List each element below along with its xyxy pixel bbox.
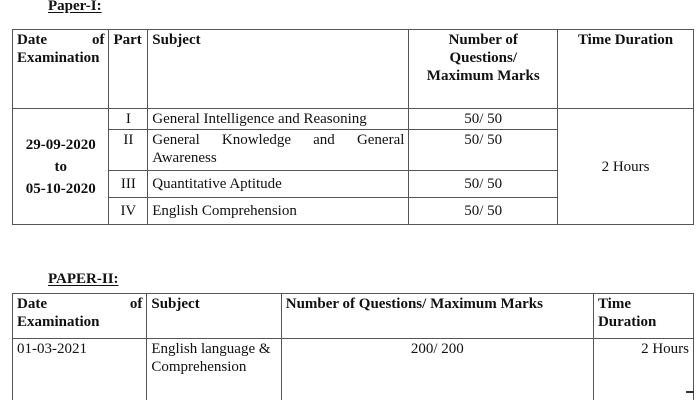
number-header: Number of Questions/ Maximum Marks: [281, 294, 593, 339]
time-header: Time Duration: [558, 30, 694, 109]
date-header: [13, 30, 109, 109]
date-header-right: of: [129, 296, 143, 312]
marks-cell: 50/ 50: [409, 171, 558, 198]
paper-2-table: [12, 293, 694, 400]
date-header-left: Date: [17, 296, 47, 312]
table-row: [13, 339, 694, 400]
table-row: [13, 109, 694, 130]
subject-cell: English Comprehension: [148, 198, 409, 225]
table-header-row: [13, 30, 694, 109]
subject-cell: English language & Comprehension: [147, 339, 281, 400]
paper-1-table: [12, 29, 694, 225]
part-cell: I: [109, 109, 148, 130]
subject-header: Subject: [147, 294, 281, 339]
number-header: Number of Questions/ Maximum Marks: [409, 30, 558, 109]
marks-cell: 200/ 200: [281, 339, 593, 400]
time-cell: 2 Hours: [558, 109, 694, 225]
date-header-left: Date: [17, 32, 47, 48]
subject-cell: Quantitative Aptitude: [148, 171, 409, 198]
stray-mark: [686, 391, 694, 393]
date-range-cell: [13, 109, 109, 225]
marks-cell: 50/ 50: [409, 198, 558, 225]
part-cell: IV: [109, 198, 148, 225]
date-to: 05-10-2020: [25, 180, 96, 197]
part-cell: II: [109, 130, 148, 171]
date-header: [13, 294, 147, 339]
date-from: 29-09-2020: [25, 136, 96, 153]
date-header-line2: Examination: [17, 314, 100, 330]
time-header: Time Duration: [593, 294, 693, 339]
date-header-right: of: [91, 32, 105, 48]
subject-cell: General Intelligence and Reasoning: [148, 109, 409, 130]
date-cell: 01-03-2021: [13, 339, 147, 400]
marks-cell: 50/ 50: [409, 109, 558, 130]
date-to-word: to: [54, 158, 67, 175]
subject-cell: General Knowledge and General Awareness: [148, 130, 409, 171]
paper-1-heading: Paper-I:: [48, 0, 102, 14]
marks-cell: 50/ 50: [409, 130, 558, 171]
table-header-row: [13, 294, 694, 339]
part-cell: III: [109, 171, 148, 198]
paper-2-heading: PAPER-II:: [48, 271, 119, 287]
subject-header: Subject: [148, 30, 409, 109]
part-header: Part: [109, 30, 148, 109]
date-header-line2: Examination: [17, 50, 100, 66]
time-cell: 2 Hours: [593, 339, 693, 400]
